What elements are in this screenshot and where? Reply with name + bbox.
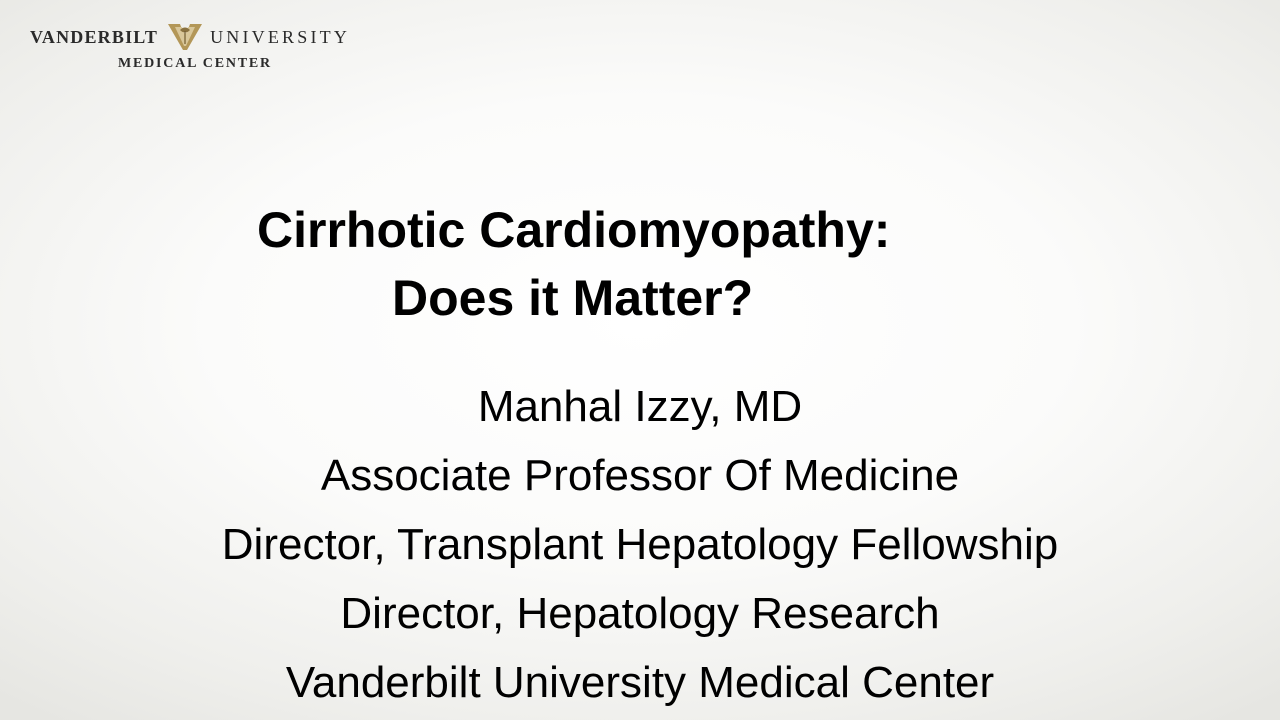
presenter-name: Manhal Izzy, MD bbox=[477, 382, 803, 431]
vanderbilt-logo bbox=[30, 22, 400, 78]
logo-word-university: UNIVERSITY bbox=[210, 26, 351, 47]
logo-wordmark bbox=[30, 22, 400, 52]
slide-title-line1: Cirrhotic Cardiomyopathy: bbox=[257, 202, 891, 258]
vanderbilt-oak-v-icon bbox=[166, 22, 204, 52]
slide-title-line2: Does it Matter? bbox=[392, 270, 754, 326]
presenter-info bbox=[0, 372, 1280, 717]
logo-medical-center: MEDICAL CENTER bbox=[118, 56, 272, 71]
presenter-role-1: Associate Professor Of Medicine bbox=[320, 451, 960, 500]
presenter-institution: Vanderbilt University Medical Center bbox=[285, 658, 995, 707]
logo-word-vanderbilt: VANDERBILT bbox=[30, 26, 159, 47]
presenter-role-2: Director, Transplant Hepatology Fellowship bbox=[221, 520, 1059, 569]
presenter-role-3: Director, Hepatology Research bbox=[340, 589, 940, 638]
